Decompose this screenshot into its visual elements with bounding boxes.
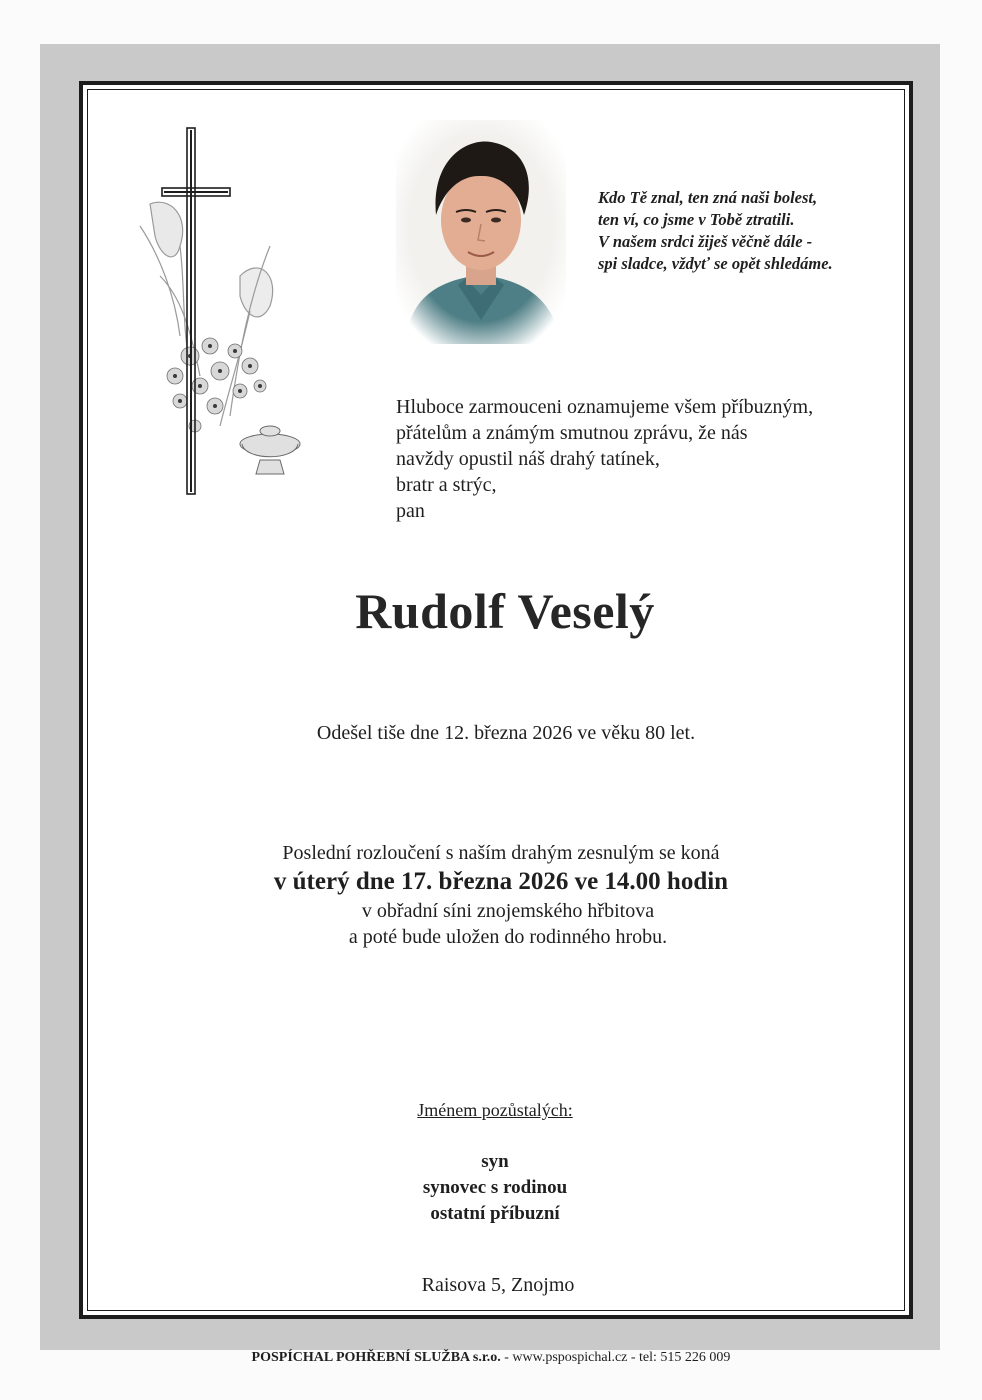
announcement-line: bratr a strýc, — [396, 474, 497, 496]
footer-contact: - www.pspospichal.cz - tel: 515 226 009 — [500, 1350, 731, 1365]
announcement-text — [396, 394, 876, 524]
footer — [0, 1350, 982, 1366]
survivor-item: ostatní příbuzní — [430, 1203, 560, 1224]
cross-flowers-decoration — [120, 126, 310, 498]
announcement-line: Hluboce zarmouceni oznamujeme všem příbuzným, — [396, 396, 814, 418]
deceased-name: Rudolf Veselý — [355, 583, 655, 639]
funeral-date-time: v úterý dne 17. března 2026 ve 14.00 hodin — [273, 868, 729, 895]
announcement-line: přátelům a známým smutnou zprávu, že nás — [396, 422, 748, 444]
survivor-item: synovec s rodinou — [422, 1177, 568, 1198]
funeral-details — [0, 840, 982, 950]
survivor-item: syn — [481, 1151, 509, 1172]
funeral-line: v obřadní síni znojemského hřbitova — [361, 900, 655, 922]
poem-line: Kdo Tě znal, ten zná naši bolest, — [598, 188, 818, 207]
survivors-heading: Jménem pozůstalých: — [417, 1100, 573, 1120]
death-date-line: Odešel tiše dne 12. března 2026 ve věku 80 let. — [316, 722, 696, 744]
funeral-line: Poslední rozloučení s naším drahým zesnulým se koná — [282, 842, 720, 864]
survivors-block — [0, 1100, 982, 1227]
funeral-line: a poté bude uložen do rodinného hrobu. — [348, 926, 668, 948]
poem-line: V našem srdci žiješ věčně dále - — [598, 232, 813, 251]
poem-line: spi sladce, vždyť se opět shledáme. — [598, 254, 833, 273]
footer-company: POSPÍCHAL POHŘEBNÍ SLUŽBA s.r.o. — [251, 1350, 501, 1365]
announcement-line: pan — [396, 500, 425, 522]
announcement-line: navždy opustil náš drahý tatínek, — [396, 448, 660, 470]
memorial-poem — [598, 187, 898, 275]
poem-line: ten ví, co jsme v Tobě ztratili. — [598, 210, 795, 229]
portrait-photo — [396, 120, 566, 344]
address: Raisova 5, Znojmo — [421, 1274, 575, 1296]
